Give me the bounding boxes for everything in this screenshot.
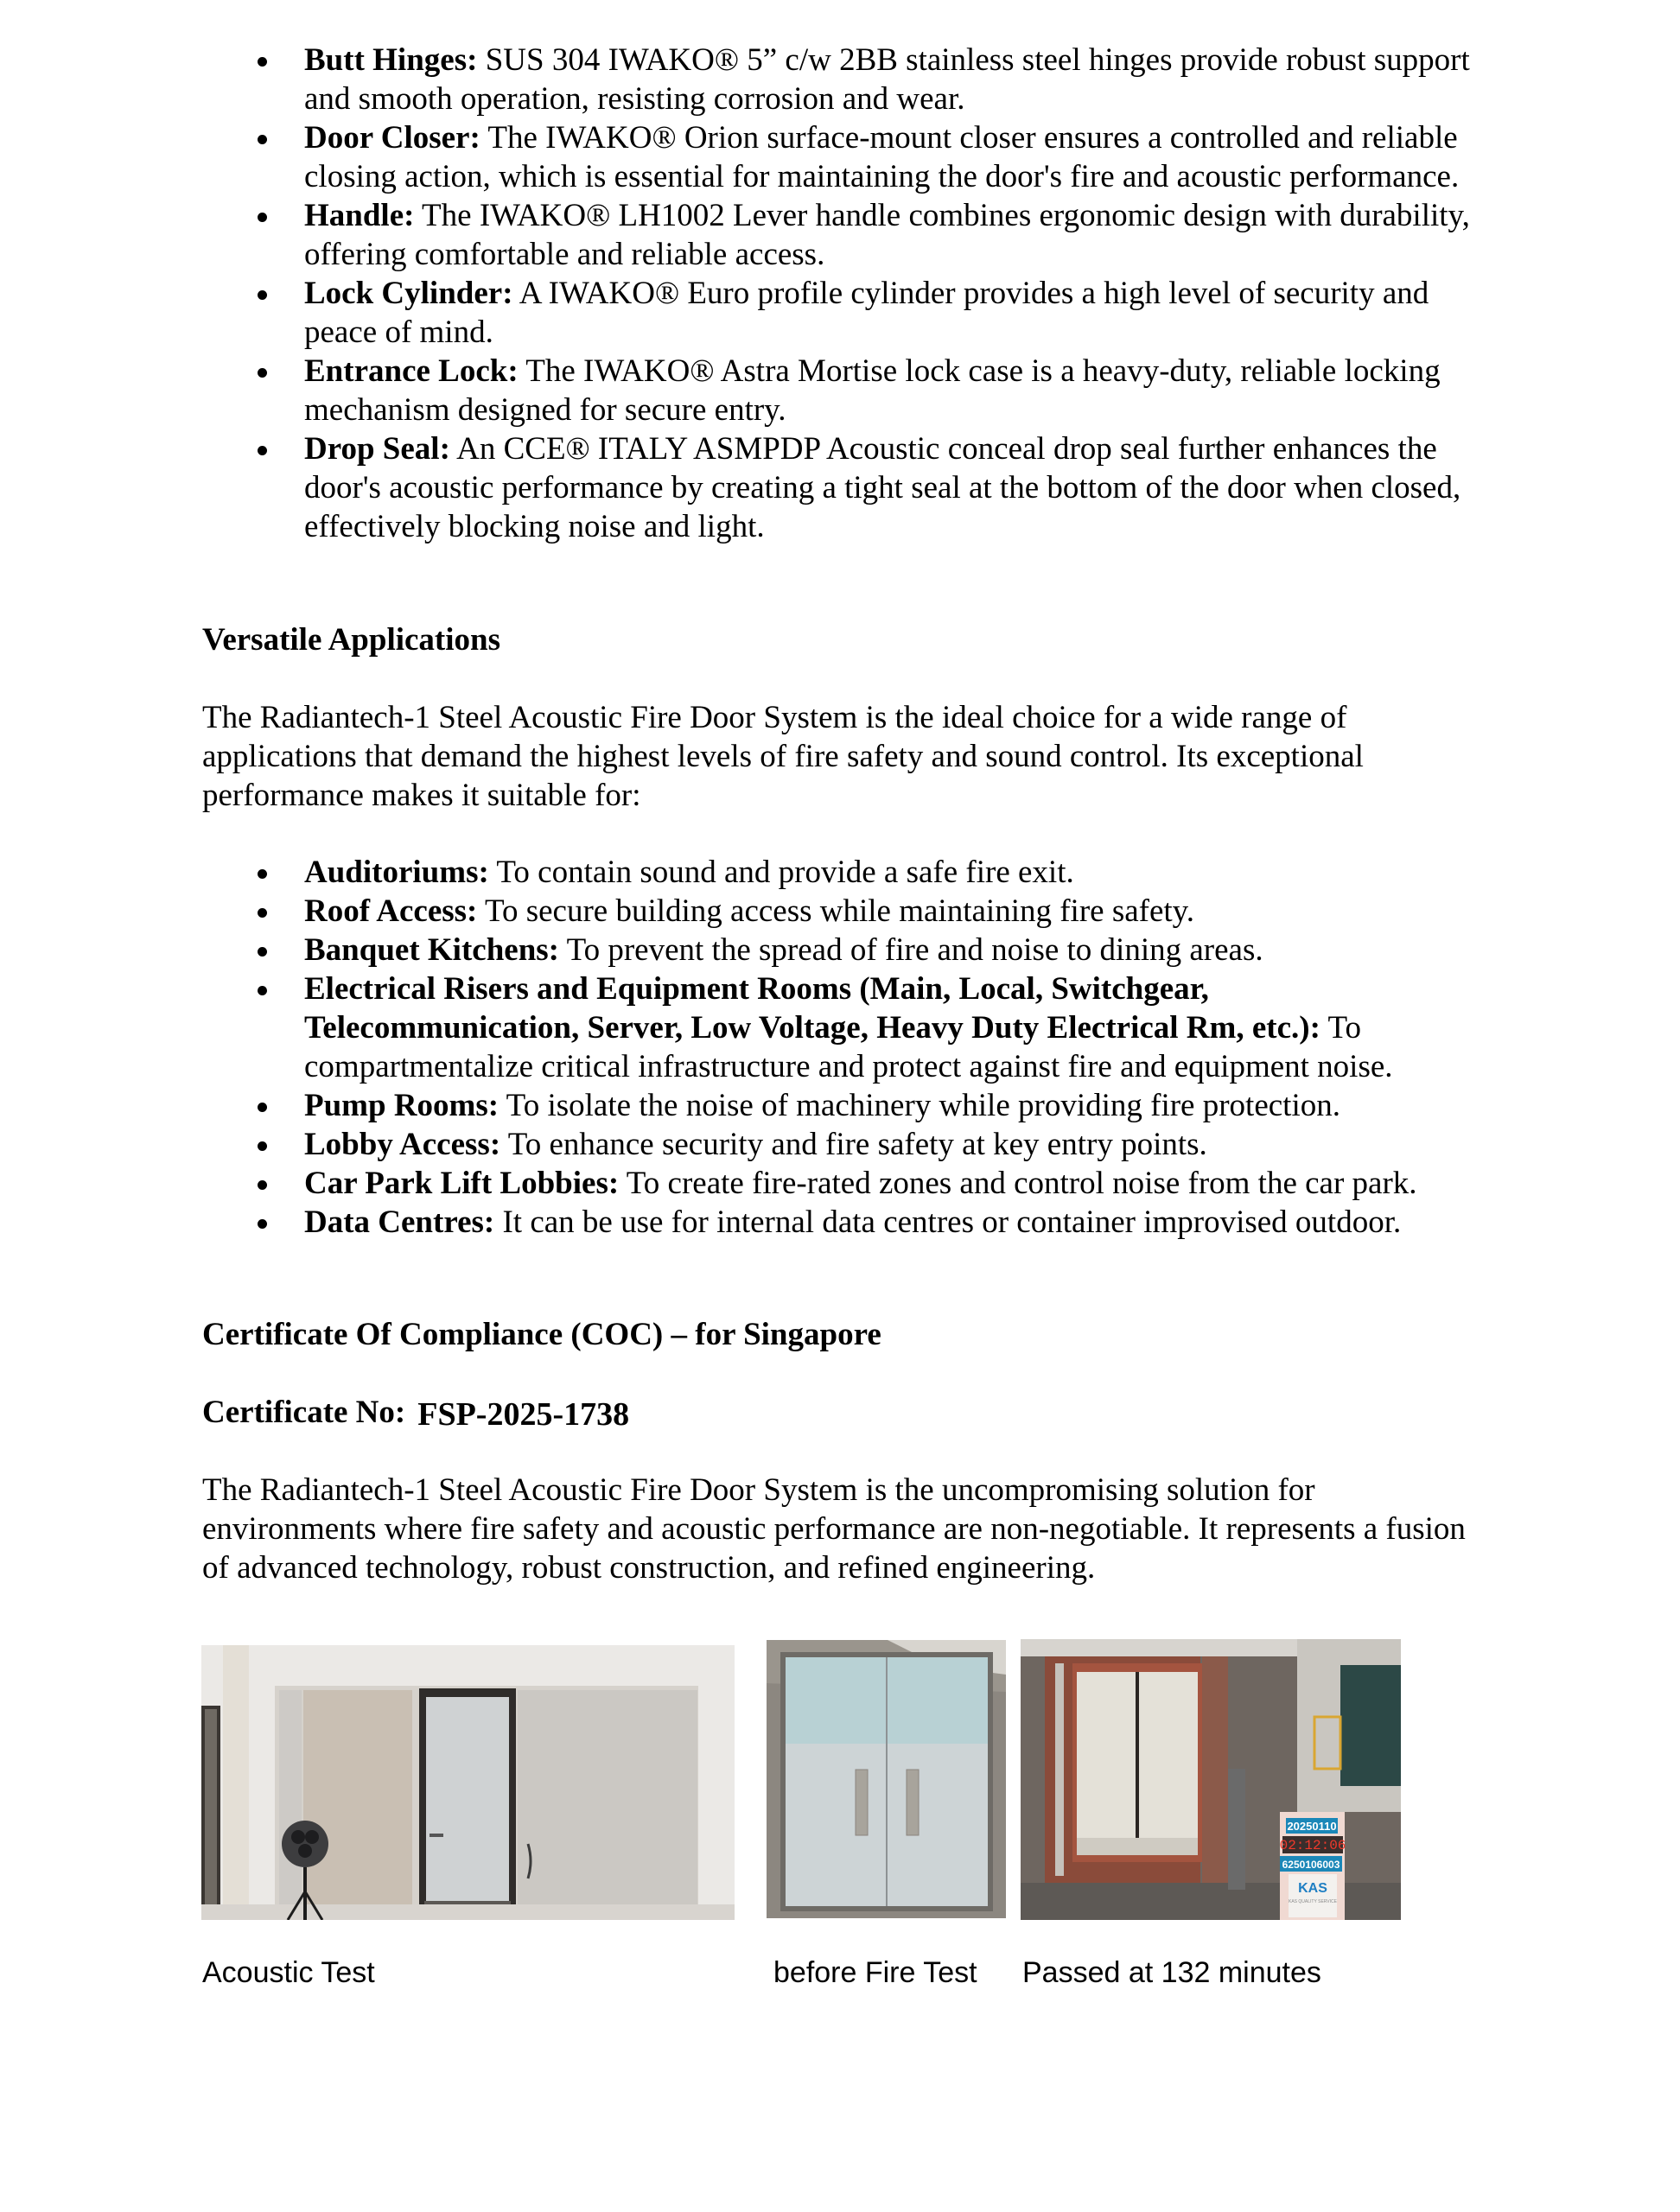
item-label: Auditoriums:	[304, 855, 489, 890]
applications-list	[202, 853, 1481, 1242]
list-item	[202, 892, 1481, 931]
bullet-icon	[258, 290, 267, 300]
item-label: Data Centres:	[304, 1205, 495, 1240]
list-item	[202, 352, 1481, 429]
item-text: The IWAKO® Orion surface-mount closer ensures a controlled and reliable closing action, which is essential for maintaining the door's fire and acoustic performance.	[304, 120, 1460, 194]
list-item	[202, 1203, 1481, 1242]
certificate-heading: Certificate Of Compliance (COC) – for Singapore	[202, 1317, 881, 1352]
lab-name: KAS QUALITY SERVICE	[1289, 1899, 1337, 1904]
display-time: 02:12:06	[1279, 1838, 1346, 1853]
item-text: To compartmentalize critical infrastructure and protect against fire and equipment noise.	[304, 1010, 1393, 1084]
item-label: Pump Rooms:	[304, 1088, 500, 1123]
item-text: To prevent the spread of fire and noise to dining areas.	[559, 932, 1263, 968]
item-label: Banquet Kitchens:	[304, 932, 560, 968]
fire-test-passed-photo	[1021, 1639, 1401, 1920]
list-item	[202, 274, 1481, 352]
applications-heading: Versatile Applications	[202, 622, 501, 658]
acoustic-test-illustration	[201, 1645, 735, 1920]
bullet-icon	[258, 947, 267, 957]
certificate-number-row	[202, 1393, 629, 1432]
double-door-illustration	[767, 1640, 1006, 1918]
list-item	[202, 429, 1481, 546]
list-item	[202, 969, 1481, 1086]
certificate-number-label: Certificate No:	[202, 1395, 406, 1430]
item-label: Lobby Access:	[304, 1127, 501, 1162]
closing-paragraph: The Radiantech-1 Steel Acoustic Fire Door System is the uncompromising solution for environments where fire safety and acoustic performance are non-negotiable. It represents a fusion of advanced technology, robust construction, and refined engineering.	[202, 1472, 1466, 1586]
item-text: It can be use for internal data centres or container improvised outdoor.	[494, 1205, 1402, 1240]
bullet-icon	[258, 1141, 267, 1151]
passed-caption: Passed at 132 minutes	[1022, 1956, 1321, 1989]
item-label: Lock Cylinder:	[304, 276, 513, 311]
item-label: Handle:	[304, 198, 415, 233]
bullet-icon	[258, 135, 267, 144]
item-text: The IWAKO® LH1002 Lever handle combines ergonomic design with durability, offering comfortable and reliable access.	[304, 198, 1470, 272]
bullet-icon	[258, 446, 267, 455]
before-fire-test-photo	[767, 1640, 1006, 1918]
acoustic-test-photo	[201, 1645, 735, 1920]
bullet-icon	[258, 986, 267, 995]
item-text: To isolate the noise of machinery while providing fire protection.	[499, 1088, 1340, 1123]
list-item	[202, 1125, 1481, 1164]
acoustic-test-caption: Acoustic Test	[202, 1956, 375, 1989]
bullet-icon	[258, 1219, 267, 1229]
bullet-icon	[258, 368, 267, 378]
item-text: To contain sound and provide a safe fire exit.	[488, 855, 1074, 890]
bullet-icon	[258, 1103, 267, 1112]
item-label: Car Park Lift Lobbies:	[304, 1166, 620, 1201]
item-label: Electrical Risers and Equipment Rooms (Main, Local, Switchgear, Telecommunication, Server, Low Voltage, Heavy Duty Electrical Rm, etc.):	[304, 971, 1320, 1046]
item-text: To secure building access while maintaining fire safety.	[477, 893, 1195, 929]
item-label: Entrance Lock:	[304, 353, 519, 389]
display-id: 6250106003	[1282, 1859, 1340, 1871]
list-item	[202, 931, 1481, 969]
bullet-icon	[258, 869, 267, 879]
item-label: Door Closer:	[304, 120, 480, 156]
bullet-icon	[258, 213, 267, 222]
applications-intro: The Radiantech-1 Steel Acoustic Fire Door System is the ideal choice for a wide range of applications that demand the highest levels of fire safety and sound control. Its exceptional performance makes it suitable for:	[202, 700, 1364, 813]
bullet-icon	[258, 1180, 267, 1190]
item-text: To create fire-rated zones and control noise from the car park.	[619, 1166, 1417, 1201]
item-label: Butt Hinges:	[304, 42, 478, 78]
bullet-icon	[258, 908, 267, 918]
list-item	[202, 196, 1481, 274]
list-item	[202, 1086, 1481, 1125]
item-text: The IWAKO® Astra Mortise lock case is a heavy-duty, reliable locking mechanism designed for secure entry.	[304, 353, 1441, 428]
item-text: SUS 304 IWAKO® 5” c/w 2BB stainless steel hinges provide robust support and smooth operation, resisting corrosion and wear.	[304, 42, 1470, 117]
item-label: Drop Seal:	[304, 431, 450, 467]
list-item	[202, 118, 1481, 196]
before-fire-test-caption: before Fire Test	[773, 1956, 977, 1989]
list-item	[202, 41, 1481, 118]
item-label: Roof Access:	[304, 893, 478, 929]
display-date: 20250110	[1287, 1820, 1337, 1833]
fire-test-illustration	[1021, 1639, 1401, 1920]
lab-logo: KAS	[1298, 1881, 1327, 1896]
hardware-list	[202, 41, 1481, 546]
bullet-icon	[258, 57, 267, 67]
item-text: An CCE® ITALY ASMPDP Acoustic conceal drop seal further enhances the door's acoustic performance by creating a tight seal at the bottom of the door when closed, effectively blocking noise and light.	[304, 431, 1461, 544]
list-item	[202, 853, 1481, 892]
certificate-number-value: FSP-2025-1738	[417, 1396, 630, 1433]
list-item	[202, 1164, 1481, 1203]
item-text: A IWAKO® Euro profile cylinder provides a high level of security and peace of mind.	[304, 276, 1429, 350]
item-text: To enhance security and fire safety at key entry points.	[500, 1127, 1207, 1162]
